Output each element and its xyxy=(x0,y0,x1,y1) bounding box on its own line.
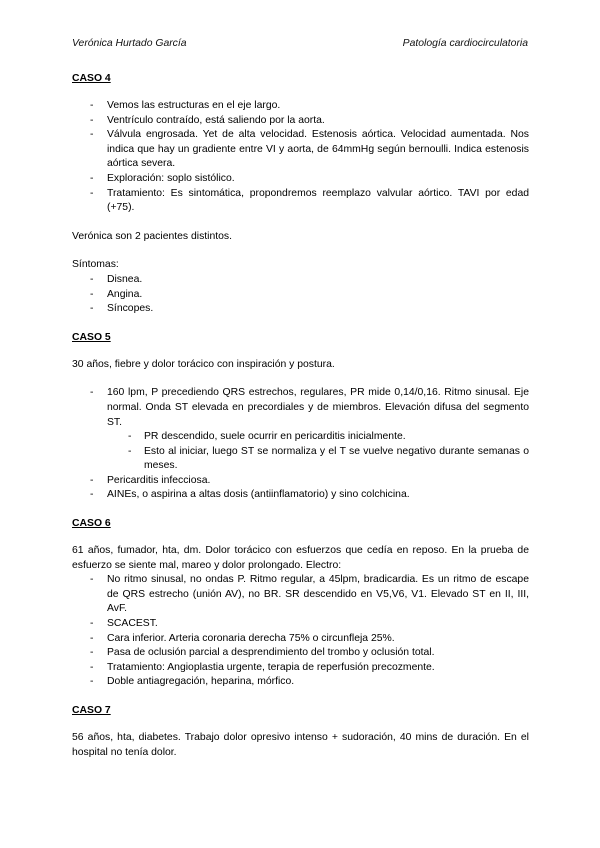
list-item: - Doble antiagregación, heparina, mórfico. xyxy=(72,675,529,690)
list-item: - Ventrículo contraído, está saliendo por la aorta. xyxy=(72,114,529,129)
header-subject: Patología cardiocirculatoria xyxy=(402,38,528,49)
caso5-list-cont xyxy=(72,474,529,503)
list-item: - Tratamiento: Angioplastia urgente, terapia de reperfusión precozmente. xyxy=(72,661,529,676)
list-item: - PR descendido, suele ocurrir en pericarditis inicialmente. xyxy=(72,430,529,445)
list-item: - Cara inferior. Arteria coronaria derecha 75% o circunfleja 25%. xyxy=(72,632,529,647)
list-item: - No ritmo sinusal, no ondas P. Ritmo regular, a 45lpm, bradicardia. Es un ritmo de escape de QRS estrecho (unión AV), no BR. SR descendido en V5,V6, V1. Elevado ST en II, III, AvF. xyxy=(72,573,529,617)
symptoms-label: Síntomas: xyxy=(72,259,119,271)
caso5-intro: 30 años, fiebre y dolor torácico con inspiración y postura. xyxy=(72,358,335,370)
caso6-intro: 61 años, fumador, hta, dm. Dolor torácico con esfuerzos que cedía en reposo. En la prueba de esfuerzo se siente mal, mareo y dolor prolongado. Electro: xyxy=(72,545,529,571)
list-item: - SCACEST. xyxy=(72,617,529,632)
document-body xyxy=(72,72,529,760)
list-item: - Vemos las estructuras en el eje largo. xyxy=(72,99,529,114)
caso4-note: Verónica son 2 pacientes distintos. xyxy=(72,230,232,242)
caso7-intro: 56 años, hta, diabetes. Trabajo dolor opresivo intenso + sudoración, 40 mins de duración. En el hospital no tenía dolor. xyxy=(72,732,529,758)
list-item: - Disnea. xyxy=(72,273,529,288)
caso6-list xyxy=(72,573,529,690)
list-item xyxy=(72,386,529,430)
list-item-text: 160 lpm, P precediendo QRS estrechos, regulares, PR mide 0,14/0,16. Ritmo sinusal. Eje normal. Onda ST elevada en precordiales y de miembros. Elevación difusa del segmento ST. xyxy=(107,387,529,428)
header-author: Verónica Hurtado García xyxy=(72,38,187,49)
caso5-list xyxy=(72,386,529,430)
list-item: - Pericarditis infecciosa. xyxy=(72,474,529,489)
caso4-list xyxy=(72,99,529,216)
list-item: - Pasa de oclusión parcial a desprendimiento del trombo y oclusión total. xyxy=(72,646,529,661)
list-item: - Exploración: soplo sistólico. xyxy=(72,172,529,187)
caso4-heading: CASO 4 xyxy=(72,73,111,84)
list-item: - Tratamiento: Es sintomática, propondremos reemplazo valvular aórtico. TAVI por edad (+75). xyxy=(72,187,529,216)
caso5-heading: CASO 5 xyxy=(72,331,111,343)
caso6-heading: CASO 6 xyxy=(72,518,111,530)
caso5-sublist xyxy=(72,430,529,474)
list-item: - Síncopes. xyxy=(72,302,529,317)
list-item: - Angina. xyxy=(72,288,529,303)
caso7-heading: CASO 7 xyxy=(72,705,111,716)
list-item: - AINEs, o aspirina a altas dosis (antiinflamatorio) y sino colchicina. xyxy=(72,488,529,503)
list-item: - Esto al iniciar, luego ST se normaliza y el T se vuelve negativo durante semanas o meses. xyxy=(72,445,529,474)
list-item: - Válvula engrosada. Yet de alta velocidad. Estenosis aórtica. Velocidad aumentada. Nos indica que hay un gradiente entre VI y aorta, de 64mmHg según bernoulli. Indica estenosis aórtica severa. xyxy=(72,128,529,172)
symptoms-list xyxy=(72,273,529,317)
